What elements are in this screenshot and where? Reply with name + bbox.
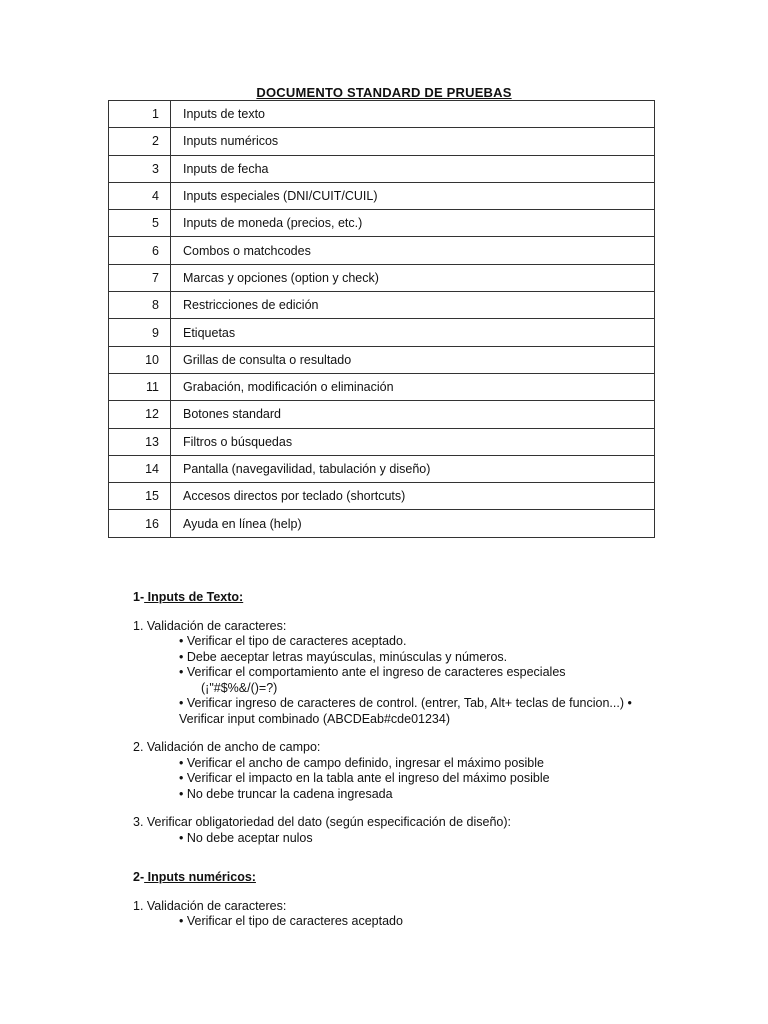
- section-1-item-1: 1. Validación de caracteres:: [133, 618, 287, 633]
- toc-row-label: Restricciones de edición: [171, 292, 655, 319]
- section-2-item-1-bullets: [133, 914, 403, 930]
- section-1-item-2: 2. Validación de ancho de campo:: [133, 740, 321, 754]
- toc-row-number: 7: [109, 264, 171, 291]
- bullet: • Verificar el impacto en la tabla ante el ingreso del máximo posible: [179, 771, 550, 785]
- toc-row-number: 9: [109, 319, 171, 346]
- section-1-item-3: 3. Verificar obligatoriedad del dato (según especificación de diseño):: [133, 815, 512, 829]
- toc-row: [109, 182, 655, 209]
- toc-row-number: 4: [109, 182, 171, 209]
- toc-row: [109, 210, 655, 237]
- toc-row-number: 16: [109, 510, 171, 537]
- bullet: • No debe truncar la cadena ingresada: [179, 786, 393, 801]
- toc-row: [109, 483, 655, 510]
- toc-row-number: 6: [109, 237, 171, 264]
- toc-row-number: 15: [109, 483, 171, 510]
- toc-row-number: 2: [109, 128, 171, 155]
- section-2-item-1: 1. Validación de caracteres:: [133, 898, 287, 913]
- toc-row: [109, 292, 655, 319]
- toc-row-label: Accesos directos por teclado (shortcuts): [171, 483, 655, 510]
- toc-row-number: 10: [109, 346, 171, 373]
- toc-row-number: 8: [109, 292, 171, 319]
- toc-row: [109, 510, 655, 537]
- toc-row-number: 1: [109, 101, 171, 128]
- section-1-heading: [133, 590, 632, 606]
- toc-row: [109, 155, 655, 182]
- toc-row: [109, 128, 655, 155]
- bullet: • Verificar el comportamiento ante el ingreso de caracteres especiales: [179, 665, 566, 679]
- toc-row-label: Combos o matchcodes: [171, 237, 655, 264]
- section-2-heading: [133, 870, 403, 886]
- toc-row: [109, 455, 655, 482]
- bullet: • Verificar el tipo de caracteres aceptado: [179, 914, 403, 928]
- bullet-continuation: (¡"#$%&/()=?): [201, 680, 278, 695]
- toc-row-label: Inputs de fecha: [171, 155, 655, 182]
- toc-row-label: Pantalla (navegavilidad, tabulación y diseño): [171, 455, 655, 482]
- toc-row-label: Inputs especiales (DNI/CUIT/CUIL): [171, 182, 655, 209]
- bullet: • Verificar ingreso de caracteres de control. (entrer, Tab, Alt+ teclas de funcion...) •: [179, 696, 632, 710]
- toc-row: [109, 428, 655, 455]
- toc-row-label: Inputs de moneda (precios, etc.): [171, 210, 655, 237]
- section-1-item-2-bullets: [133, 756, 632, 803]
- toc-row-label: Ayuda en línea (help): [171, 510, 655, 537]
- toc-row-label: Filtros o búsquedas: [171, 428, 655, 455]
- toc-row: [109, 373, 655, 400]
- toc-row-number: 3: [109, 155, 171, 182]
- toc-row-number: 11: [109, 373, 171, 400]
- bullet: • No debe aceptar nulos: [179, 830, 313, 845]
- toc-row-label: Marcas y opciones (option y check): [171, 264, 655, 291]
- toc-table: [108, 100, 655, 538]
- toc-row-label: Inputs numéricos: [171, 128, 655, 155]
- toc-row-number: 12: [109, 401, 171, 428]
- section-1-item-3-bullets: [133, 831, 632, 847]
- section-2-number: 2-: [133, 870, 145, 884]
- section-1-item-1-bullets: [133, 634, 632, 727]
- section-1-title: Inputs de Texto:: [144, 590, 244, 604]
- toc-row: [109, 101, 655, 128]
- toc-row: [109, 237, 655, 264]
- section-2: [133, 870, 403, 930]
- section-1: [133, 590, 632, 846]
- toc-row-label: Etiquetas: [171, 319, 655, 346]
- toc-row-label: Grillas de consulta o resultado: [171, 346, 655, 373]
- toc-row: [109, 264, 655, 291]
- toc-row-label: Inputs de texto: [171, 101, 655, 128]
- toc-row-label: Botones standard: [171, 401, 655, 428]
- toc-row-number: 14: [109, 455, 171, 482]
- bullet: • Verificar el ancho de campo definido, ingresar el máximo posible: [179, 755, 544, 770]
- bullet-continuation: Verificar input combinado (ABCDEab#cde01234): [179, 711, 450, 726]
- toc-row: [109, 401, 655, 428]
- section-1-number: 1-: [133, 590, 145, 604]
- bullet: • Verificar el tipo de caracteres aceptado.: [179, 634, 407, 648]
- document-title: DOCUMENTO STANDARD DE PRUEBAS: [256, 85, 512, 100]
- toc-row: [109, 346, 655, 373]
- toc-row-label: Grabación, modificación o eliminación: [171, 373, 655, 400]
- toc-row-number: 5: [109, 210, 171, 237]
- toc-row-number: 13: [109, 428, 171, 455]
- section-2-title: Inputs numéricos:: [144, 870, 256, 884]
- toc-row: [109, 319, 655, 346]
- bullet: • Debe aeceptar letras mayúsculas, minúsculas y números.: [179, 649, 508, 664]
